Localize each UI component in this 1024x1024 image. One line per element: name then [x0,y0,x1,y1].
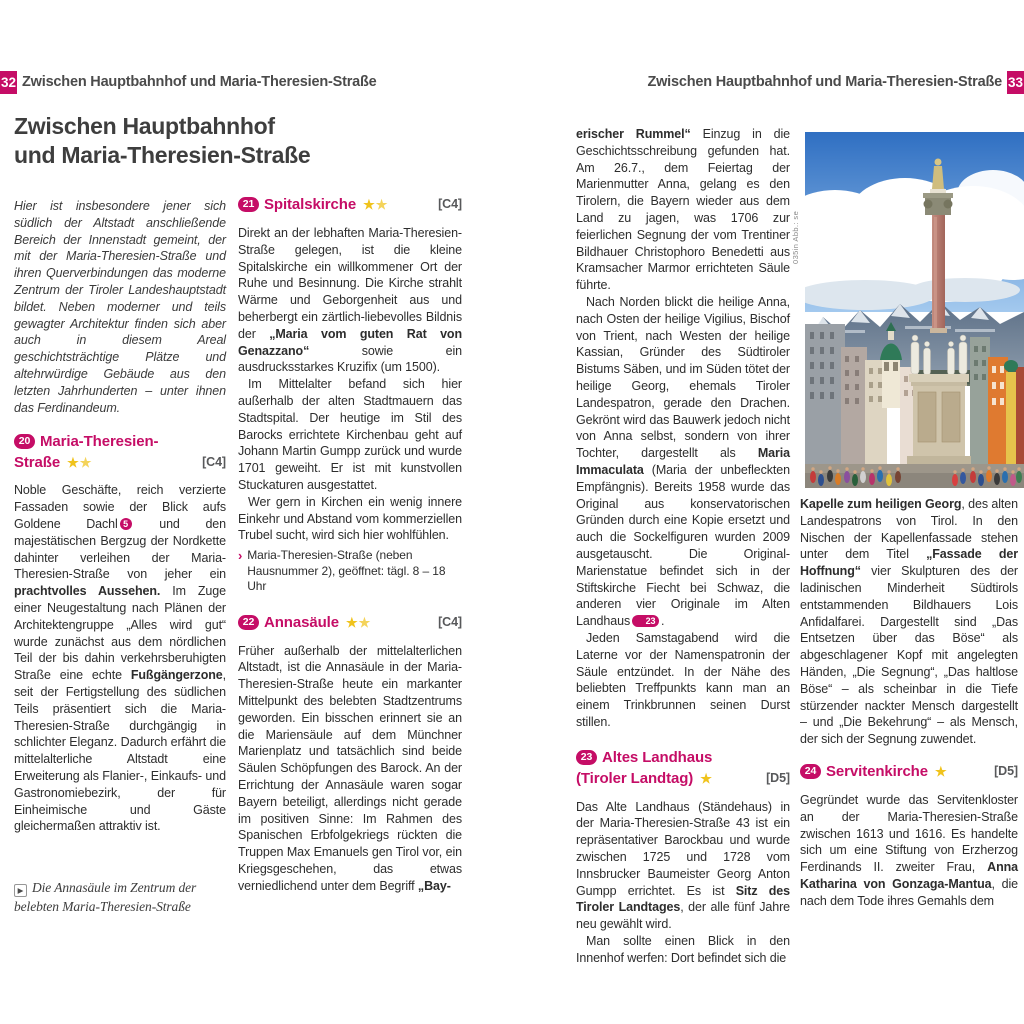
map-grid-reference: [C4] [202,455,226,470]
poi-badge-22: 22 [238,615,259,630]
left-page-column-1 [14,198,226,916]
running-title-left: Zwischen Hauptbahnhof und Maria-Theresien-Straße [22,74,377,90]
section-heading-altes-landhaus [576,747,790,789]
rating-stars: ★ [935,763,948,779]
map-grid-reference: [D5] [994,763,1018,778]
address-info-line [238,548,462,595]
annasaeule-continued-paragraph-1: erischer Rummel“ Einzug in die Geschichtsschreibung gefunden hat. Am 26.7., dem Feiertag der Marienmutter Anna, gelang es den Tirolern, die Bayern wieder aus dem Land zu jagen, was 1706 zur feierlichen Segnung der vom Trentiner Bildhauer Christophoro Benedetti aus Kramsacher Marmor errichteten Säule führte. [576,127,790,293]
photo-credit: 035in Abb.: se [791,210,800,264]
annasaeule-photo-illustration [805,132,1024,488]
kapelle-paragraph: Kapelle zum heiligen Georg, des alten Landespatrons von Tirol. In den Nischen der Kapellenfassade stehen unter dem Titel „Fassade der Hoffnung“ vier Skulpturen des der ladinischen Minderheit Südtirols entstammenden Bildhauers Lois Anfidalfarei. Dargestellt sind „Das Entsetzen über das Böse“ als abgeschlagener Kopf mit angelegten Händen, „Die Segnung“, „Das haltlose Böse“ – als scheinbar in die Tiefe stürzender nackter Mensch dargestellt – und „Die Bekehrung“ – als Mensch, der sich der Segnung zuwendet. [800,497,1018,747]
section24-paragraph: Gegründet wurde das Servitenkloster an der Maria-Theresien-Straße zwischen 1613 und 1616. Es handelte sich um eine Stiftung von Erzherzog Ferdinands II. zweiter Frau, Anna Katharina von Gonzaga-Mantua, die nach dem Tode ihres Gemahls dem [800,792,1018,908]
running-header-left [0,71,512,95]
annasaeule-continued-paragraph-3: Jeden Samstagabend wird die Laterne vor der Namenspatronin der Säule entzündet. In der Nähe des beliebten Treffpunkts kann man an einem Trinkbrunnen seinen Durst stillen. [576,630,790,729]
chevron-icon: › [238,548,243,564]
rating-stars: ★★ [345,614,372,630]
section21-paragraph-1: Direkt an der lebhaften Maria-Theresien-Straße gelegen, ist die kleine Spitalskirche ein willkommener Ort der Ruhe und Besinnung. Die Kirche strahlt Wärme und Geborgenheit aus und beherbergt ein zärtlich-liebevolles Bildnis der „Maria vom guten Rat von Genazzano“ sowie ein ausdrucksstarkes Kruzifix (um 1500). [238,226,463,375]
chapter-title-line1: Zwischen Hauptbahnhof [14,113,275,139]
right-page-column-2 [800,496,1018,910]
section23-paragraph-1: Das Alte Landhaus (Ständehaus) in der Maria-Theresien-Straße 43 ist ein repräsentativer Barockbau und wurde zwischen 1725 und 1728 vom Innsbrucker Baumeister Georg Anton Gumpp errichtet. Es ist Sitz des Tiroler Landtages, der alle fünf Jahre neu gewählt wird. [576,799,790,932]
photo-reference-icon: ▶ [14,884,27,897]
page-number-right: 33 [1007,71,1024,94]
map-grid-reference: [C4] [438,614,462,629]
chapter-title [14,112,310,170]
page-number-left: 32 [0,71,17,94]
section23-title-line2: (Tiroler Landtag) [576,769,694,787]
section23-title-line1: Altes Landhaus [602,748,713,766]
photo-caption [14,879,226,916]
poi-badge-24: 24 [800,764,821,779]
section20-paragraph: Noble Geschäfte, reich verzierte Fassaden sowie der Blick aufs Goldene Dachl 5 und den majestätischen Bergzug der Nordkette dahinter verleihen der Maria-Theresien-Straße von jeher ein prachtvolles Aussehen. Im Zuge einer Neugestaltung nach Plänen der Architektengruppe „Alles wird gut“ wurde zunächst aus dem nördlichen Teil der bis dahin verkehrsberuhigten Straße eine echte Fußgängerzone, seit der Fertigstellung des südlichen Teils präsentiert sich die Maria-Theresien-Straße durchgängig in schlichter Eleganz. Dadurch erfährt die mittelalterliche Altstadt eine Erweiterung als Flanier-, Einkaufs- und Gastronomiebezirk, der für Einheimische und Gäste gleichermaßen attraktiv ist. [14,483,226,834]
section21-paragraph-3: Wer gern in Kirchen ein wenig innere Einkehr und Abstand vom kommerziellen Trubel sucht, wird sich hier wohlfühlen. [238,494,462,543]
section20-title-line1: Maria-Theresien- [40,433,159,451]
rating-stars: ★★ [67,455,93,471]
section20-title-line2: Straße [14,454,61,472]
rating-stars: ★ [700,770,713,786]
section22-title: Annasäule [264,613,339,631]
section21-paragraph-2: Im Mittelalter befand sich hier außerhalb der alten Stadtmauern das Stadtspital. Der heutige im Stil des Barocks errichtete Kirchenbau geht auf Johann Martin Gumpp zurück und wurde 1701 geweiht. Er ist mit kunstvollen Stuckaturen ausgestattet. [238,377,462,492]
right-page-column-1 [576,126,790,967]
section22-paragraph: Früher außerhalb der mittelalterlichen Altstadt, ist die Annasäule in der Maria-Theresien-Straße heute ein markanter Mittelpunkt des belebten Stadtzentrums geworden. Ein bisschen erinnert sie an die Mariensäule auf dem Münchner Marienplatz und tatsächlich sind beide Säulen Schöpfungen des Barock. An der Errichtung der Annasäule waren sogar Bayern beteiligt, allerdings nicht gerade im positiven Sinne: Im Rahmen des Spanischen Erbfolgekriegs rückten die Truppen Max Emanuels gen Tirol vor, ein Kriegsgeschehen, das etwas verniedlichend unter dem Begriff „Bay- [238,643,462,893]
section-heading-annasaeule [238,612,462,633]
poi-badge-20: 20 [14,434,35,449]
left-page-column-2 [238,194,462,895]
section-heading-servitenkirche [800,761,1018,782]
poi-badge-23: 23 [576,750,597,765]
section21-title: Spitalskirche [264,196,357,213]
running-title-right: Zwischen Hauptbahnhof und Maria-Theresien-Straße [647,74,1002,90]
chapter-title-line2: und Maria-Theresien-Straße [14,142,311,168]
section24-title: Servitenkirche [826,762,928,780]
annasaeule-continued-paragraph-2: Nach Norden blickt die heilige Anna, nach Osten der heilige Vigilius, Bischof von Trient, nach Westen der heilige Kassian, Gründer des Südtiroler Bistums Säben, und im Süden tötet der heilige Georg, ehemals Tiroler Landespatron, gerade den Drachen. Gekrönt wird das Bauwerk jedoch nicht von Anna selbst, sondern von ihrer Tochter, dargestellt als Maria Immaculata (Maria der unbefleckten Empfängnis). Bereits 1958 wurde das Original aus konservatorischen Gründen durch eine Kopie ersetzt und auch die Sockelfiguren wurden 2009 ausgetauscht. Die Original-Marienstatue befindet sich in der Stiftskirche Fiecht bei Schwaz, die anderen vier Originale im Alten Landhaus 23 . [576,294,790,629]
section23-paragraph-2: Man sollte einen Blick in den Innenhof werfen: Dort befindet sich die [576,934,790,965]
address-info-text: Maria-Theresien-Straße (neben Hausnummer 2), geöffnet: tägl. 8 – 18 Uhr [247,548,446,594]
intro-paragraph: Hier ist insbesondere jener sich südlich der Altstadt anschließende Bereich der Innenstadt gemeint, der mit der Maria-Theresien-Straße und ihren Querverbindungen das moderne Zentrum der Tiroler Landeshauptstadt bildet. Neben moderner und teils gewagter Architektur finden sich aber auch in diesem Areal geschichtsträchtige Plätze und altehrwürdige Gebäude aus den letzten Jahrhunderten – unter ihnen das Ferdinandeum. [14,199,226,415]
right-page [512,0,1024,1024]
photo-caption-text: Die Annasäule im Zentrum der belebten Maria-Theresien-Straße [14,880,197,914]
annasaeule-photo [805,132,1024,488]
section-heading-spitalskirche [238,194,462,215]
rating-stars: ★★ [363,197,389,212]
section-heading-maria-theresien-strasse [14,431,226,473]
running-header-right [512,71,1024,95]
map-grid-reference: [D5] [766,770,790,785]
poi-badge-21: 21 [238,197,259,212]
map-grid-reference: [C4] [438,197,462,211]
